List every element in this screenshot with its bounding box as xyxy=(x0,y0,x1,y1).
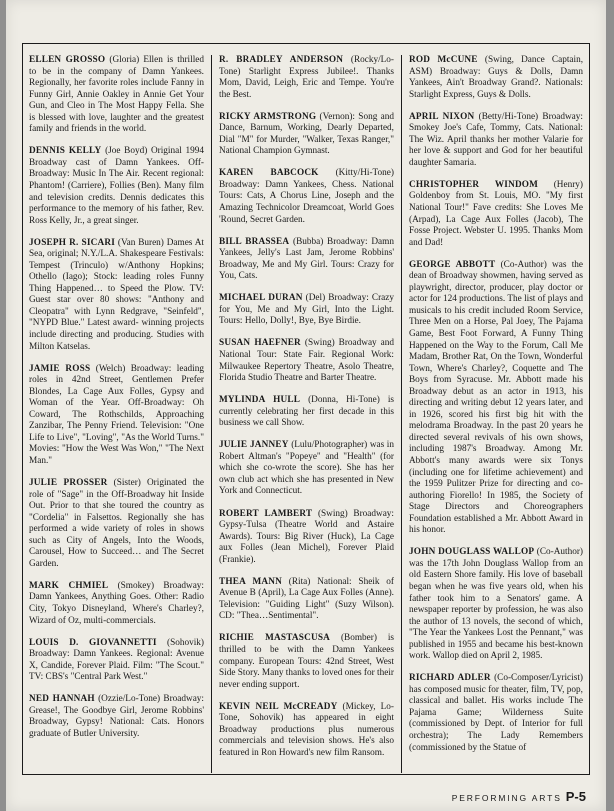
bio-name: ROD McCUNE xyxy=(409,55,478,65)
bio-text: (Lulu/Photographer) was in Robert Altman's "Popeye" and "Health" (for which she co-wrote the score). She has her own club act which she has presented in New York and Connecticut. xyxy=(219,440,395,497)
bio-name: BILL BRASSEA xyxy=(219,236,290,247)
bio-text: (Ozzie/Lo-Tone) Broadway: Grease!, The Goodbye Girl, Jerome Robbins' Broadway, Gypsy! National: Cats. Honors graduate of Butler University. xyxy=(29,694,204,739)
bio-entry xyxy=(219,55,394,101)
bio-name: GEORGE ABBOTT xyxy=(409,259,496,270)
bio-entry xyxy=(29,55,204,136)
bio-entry xyxy=(29,478,204,570)
bio-name: CHRISTOPHER WINDOM xyxy=(409,179,539,190)
bio-entry xyxy=(219,440,394,498)
bio-entry xyxy=(409,55,583,101)
page-footer xyxy=(452,788,586,806)
bio-text: (Swing) Broadway and National Tour: State Fair. Regional Work: Milwaukee Repertory Theatre, Asolo Theatre, Florida Studio Theatre and Barter Theatre. xyxy=(219,338,394,384)
bio-text: (Del) Broadway: Crazy for You, Me and My Girl, Into the Light. Tours: Hello, Dolly!, Bye, Bye Birdie. xyxy=(219,293,394,327)
bio-entry xyxy=(29,238,204,353)
bio-entry xyxy=(219,577,394,623)
bio-text: (Rocky/Lo-Tone) Starlight Express Jubilee!. Thanks Mom, David, Leigh, Eric and Tempe. You're the Best. xyxy=(219,55,395,100)
bio-text: (Smokey) Broadway: Damn Yankees, Anything Goes. Other: Radio City, Tokyo Disneyland, Where's Charley?, Wizard of Oz, multi-commercials. xyxy=(29,580,204,626)
bio-entry xyxy=(219,168,394,226)
bio-column-2 xyxy=(211,55,401,773)
bio-name: NED HANNAH xyxy=(29,694,95,705)
bio-text: (Kitty/Hi-Tone) Broadway: Damn Yankees, Chess. National Tours: Cats, A Chorus Line, Joseph and the Amazing Technicolor Dreamcoat, World Goes 'Round, Secret Garden. xyxy=(219,168,394,225)
bio-entry xyxy=(219,112,394,158)
bio-entry xyxy=(219,293,394,328)
bio-name: MARK CHMIEL xyxy=(29,580,109,591)
bio-entry xyxy=(29,581,204,627)
bio-text: (Betty/Hi-Tone) Broadway: Smokey Joe's Cafe, Tommy, Cats. National: The Wiz. April thanks her mother Valarie for her love & support and God for her beautiful daughter Samaria. xyxy=(409,111,583,168)
bio-entry xyxy=(219,338,394,384)
bio-name: MICHAEL DURAN xyxy=(219,293,303,304)
bio-entry xyxy=(409,673,583,754)
bio-entry xyxy=(219,395,394,430)
bio-name: JOHN DOUGLASS WALLOP xyxy=(409,547,535,558)
bio-entry xyxy=(29,694,204,740)
bio-entry xyxy=(409,112,583,170)
bio-text: (Swing) Broadway: Gypsy-Tulsa (Theatre World and Astaire Awards). Tours: Big River (Huck), La Cage aux Folles (Jean Michel), Forever Plaid (Frankie). xyxy=(219,508,395,565)
bio-name: JOSEPH R. SICARI xyxy=(29,237,116,248)
bio-text: (Sister) Originated the role of "Sage" in the Off-Broadway hit Inside Out. Prior to that she toured the country as "Cordelia" in Falsettos. Regionally she has performed a wide variety of roles in shows such as City of Angels, Into the Woods, Carousel, How to Succeed… and The Secret Garden. xyxy=(29,478,205,569)
page-number: P-5 xyxy=(565,789,586,804)
bio-entry xyxy=(29,146,204,227)
bio-name: APRIL NIXON xyxy=(409,111,475,122)
bio-entry xyxy=(219,633,394,691)
bio-name: RICHIE MASTASCUSA xyxy=(219,633,331,644)
bio-name: JULIE PROSSER xyxy=(29,478,108,489)
bio-text: (Sohovik) Broadway: Damn Yankees. Regional: Avenue X, Candide, Forever Plaid. Film: "The Scout." TV: CBS's "Central Park West." xyxy=(29,637,204,683)
bio-text: (Welch) Broadway: leading roles in 42nd Street, Gentlemen Prefer Blondes, La Cage Aux Folles, Gypsy and Woman of the Year. Off-Broadway: Oh Coward, The Rothschilds, Approaching Zanzibar, The Penny Friend. Television: "One Life to Live", "Loving", "As the World Turns." Movies: "How the West Was Won," "The Next Man." xyxy=(29,363,205,466)
bio-entry xyxy=(219,237,394,283)
bio-text: (Co-Author) was the 17th John Douglass Wallop from an old Eastern Shore family. His love of baseball began when he was five years old, when his father took him to a Senators' game. A newspaper reporter by profession, he was also the author of 13 novels, the second of which, "The Year the Yankees Lost the Pennant," was published in 1955 and became his best-known work. Wallop died on April 2, 1985. xyxy=(409,547,583,662)
bio-name: R. BRADLEY ANDERSON xyxy=(219,55,344,65)
bio-text: (Rita) National: Sheik of Avenue B (April), La Cage Aux Folles (Anne). Television: "Guiding Light" (Suzy Wilson). CD: "Thea…Sentimental". xyxy=(219,576,395,622)
bio-text: (Vernon): Song and Dance, Barnum, Working, Dearly Departed, Dial "M" for Murder, "Walker, Texas Ranger," National Champion Gymnast. xyxy=(219,111,394,157)
bio-name: THEA MANN xyxy=(219,576,282,587)
bio-column-1 xyxy=(22,55,211,773)
bio-text: (Co-Author) was the dean of Broadway showmen, having served as playwright, director, producer, play doctor or actor for 124 productions. The list of plays and musicals to his credit included Room Service, Three Men on a Horse, Pal Joey, The Pajama Game, Best Foot Forward, A Funny Thing Happened on the Way to the Forum, Call Me Madam, Brother Rat, On the Town, Wonderful Town, Where's Charley?, Coquette and The Boys from Syracuse. Mr. Abbott made his Broadway debut as an actor in 1913, his directing and writing debut 12 years later, and in 1926, scored his first big hit with the melodrama Broadway. In the past 20 years he directed several revivals of his own shows, including 1987's Broadway. Among Mr. Abbott's many awards were six Tonys (including one for lifetime achievement) and the 1959 Pulitzer Prize for directing and co-authoring Fiorello! In 1985, the Society of Stage Directors and Choreographers Foundation established a Mr. Abbott Award in his honor. xyxy=(409,259,583,536)
bio-text: (Donna, Hi-Tone) is currently celebrating her first decade in this business we call Show. xyxy=(219,395,394,429)
bio-text: (Joe Boyd) Original 1994 Broadway cast of Damn Yankees. Off-Broadway: Music In The Air. Recent regional: Phantom! (Carriere), Follies (Ben). Many film and television credits. Dennis dedicates this performance to the memory of his father, Rev. Ross Kelly, Jr., a great singer. xyxy=(29,146,204,226)
bio-name: KEVIN NEIL McCREADY xyxy=(219,701,338,712)
bio-name: ROBERT LAMBERT xyxy=(219,508,313,519)
bio-entry xyxy=(409,180,583,249)
bio-name: KAREN BABCOCK xyxy=(219,168,319,179)
footer-label: PERFORMING ARTS xyxy=(451,793,562,803)
bio-text: (Co-Composer/Lyricist) has composed music for theater, film, TV, pop, classical and ballet. His works include The Pajama Game; Wilderness Suite (commissioned by Dept. of Interior for full orchestra); The Lady Remembers (commissioned by the Statue of xyxy=(409,673,583,753)
bio-text: (Bomber) is thrilled to be with the Damn Yankees company. European Tours: 42nd Street, West Side Story. Many thanks to loved ones for their never ending support. xyxy=(219,633,394,690)
bio-name: JAMIE ROSS xyxy=(29,363,91,374)
bio-entry xyxy=(29,364,204,468)
bio-name: RICKY ARMSTRONG xyxy=(219,111,317,122)
bio-entry xyxy=(219,509,394,567)
bio-entry xyxy=(409,547,583,662)
bio-text: (Bubba) Broadway: Damn Yankees, Jelly's Last Jam, Jerome Robbins' Broadway, Me and My Girl. Tours: Crazy for You, Cats. xyxy=(219,236,394,282)
bio-name: RICHARD ADLER xyxy=(409,673,491,684)
bio-text: (Mickey, Lo-Tone, Sohovik) has appeared in eight Broadway productions plus numerous commercials and television shows. He's also featured in Ron Howard's new film Ransom. xyxy=(219,701,395,758)
bio-name: LOUIS D. GIOVANNETTI xyxy=(29,637,157,648)
bio-text: (Van Buren) Dames At Sea, original; N.Y./L.A. Shakespeare Festivals: Tempest (Trinculo) w/Anthony Hopkins; Othello (Iago); Stock: leading roles Funny Thing Happened… to Speed the Plow. TV: Guest star over 80 shows: "Anthony and Cleopatra" with Lynn Redgrave, "Seinfeld", "NYPD Blue." Latest award- winning projects include directing and producing. Studies with Milton Katselas. xyxy=(29,237,204,352)
bio-text: (Henry) Goldenboy from St. Louis, MO. "My first National Tour!" Fave credits: She Loves Me (Arpad), La Cage Aux Folles (Jacob), The Fosse Project. Webster U. 1995. Thanks Mom and Dad! xyxy=(409,179,583,248)
bio-name: MYLINDA HULL xyxy=(219,395,301,406)
bio-name: ELLEN GROSSO xyxy=(29,55,106,65)
bio-name: DENNIS KELLY xyxy=(29,146,102,157)
bio-column-3 xyxy=(401,55,590,773)
bio-name: JULIE JANNEY xyxy=(219,440,289,451)
bio-entry xyxy=(409,260,583,537)
bio-text: (Gloria) Ellen is thrilled to be in the company of Damn Yankees. Regionally, her favorite roles include Fanny in Funny Girl, Annie Oakley in Annie Get Your Gun, and Cleo in The Most Happy Fella. She is blessed with love, laughter and the greatest family and friends in the world. xyxy=(29,55,204,135)
bio-entry xyxy=(219,702,394,760)
bio-text: (Swing, Dance Captain, ASM) Broadway: Guys & Dolls, Damn Yankees, Ain't Broadway Grand?. Nationals: Starlight Express, Guys & Dolls. xyxy=(409,55,584,100)
bio-entry xyxy=(29,638,204,684)
bio-name: SUSAN HAEFNER xyxy=(219,338,301,349)
